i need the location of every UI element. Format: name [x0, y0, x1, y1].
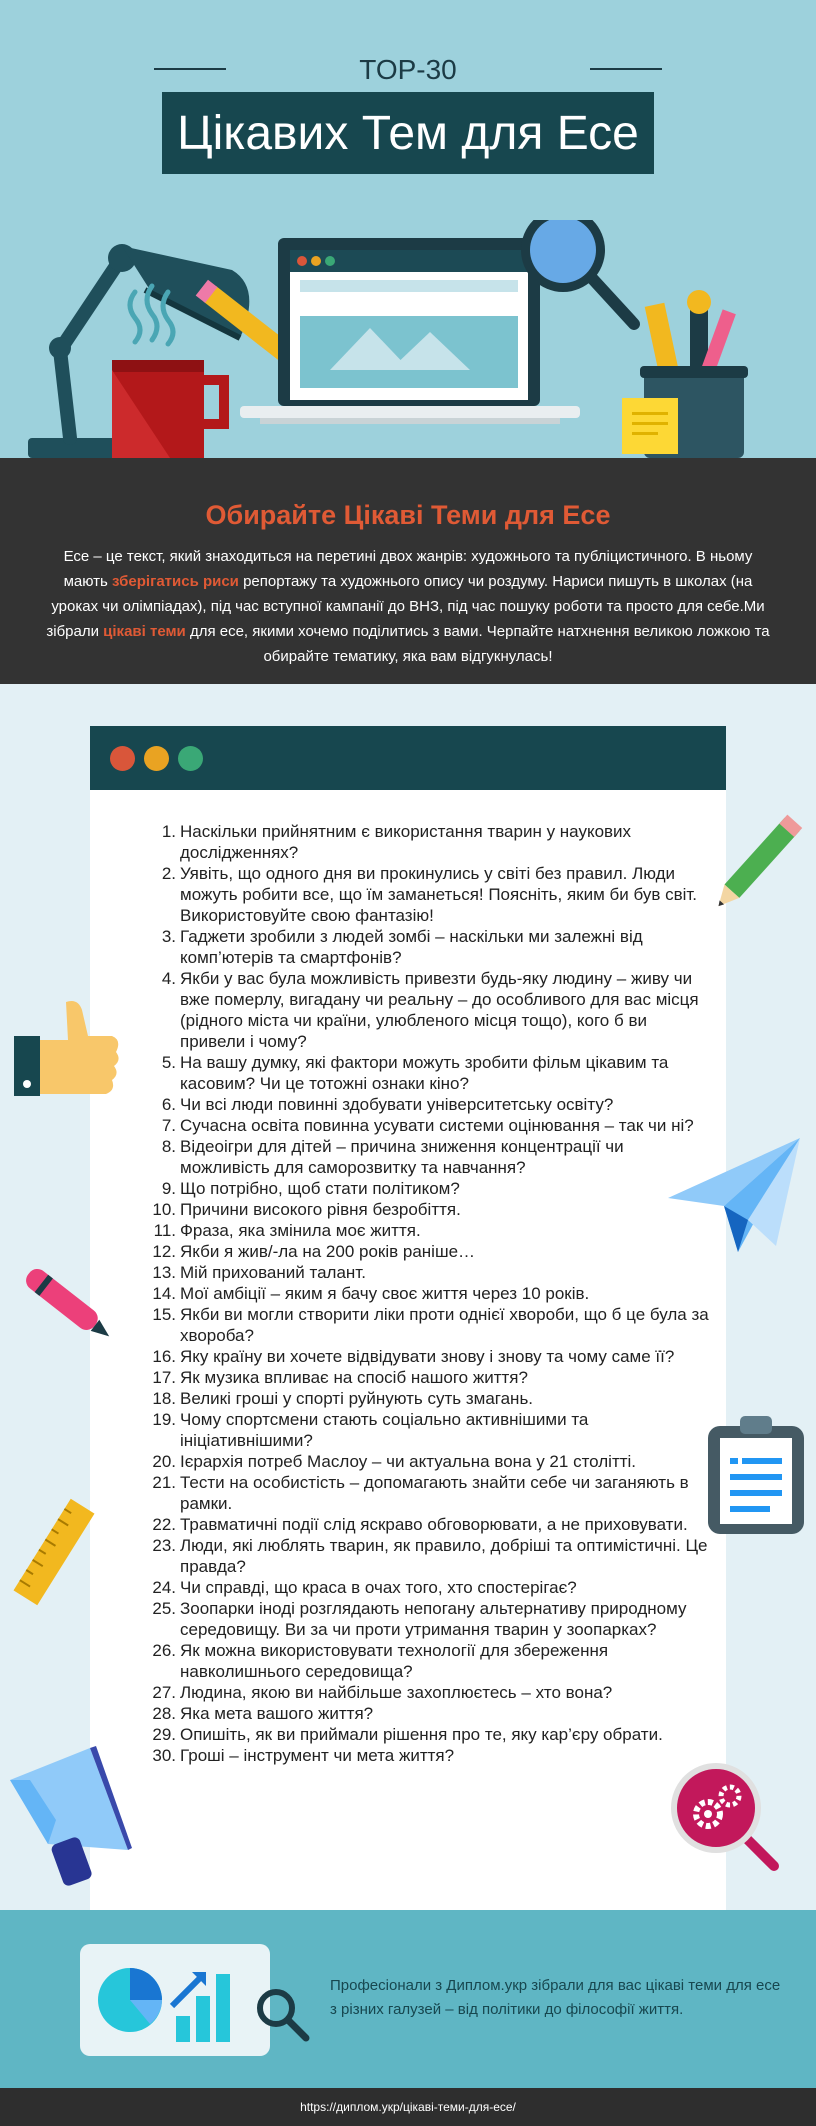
topic-item [142, 1724, 712, 1745]
topic-number: 10. [152, 1200, 176, 1219]
topic-text: На вашу думку, які фактори можуть зробити фільм цікавим та касовим? Чи це тотожні ознаки кіно? [180, 1053, 669, 1093]
topic-number: 3. [161, 927, 176, 946]
topic-text: Зоопарки іноді розглядають непогану альтернативу природному середовищу. Ви за чи проти утримання тварин у зоопарках? [180, 1599, 687, 1639]
megaphone-icon [0, 1740, 136, 1890]
intro-highlight-2: цікаві теми [103, 623, 186, 640]
topic-item [142, 1220, 712, 1241]
topic-number: 13. [152, 1263, 176, 1282]
topic-text: Сучасна освіта повинна усувати системи оцінювання – так чи ні? [180, 1116, 694, 1135]
topic-number: 4. [161, 969, 176, 988]
topic-number: 24. [152, 1578, 176, 1597]
topic-number: 18. [152, 1389, 176, 1408]
topic-item [142, 1535, 712, 1577]
topic-text: Людина, якою ви найбільше захоплюєтесь – хто вона? [180, 1683, 613, 1702]
topic-number: 29. [152, 1725, 176, 1744]
topic-text: Гроші – інструмент чи мета життя? [180, 1746, 455, 1765]
topic-number: 17. [152, 1368, 176, 1387]
topic-number: 1. [161, 822, 176, 841]
footer-text: Професіонали з Диплом.укр зібрали для вас цікаві теми для есе з різних галузей – від політики до філософії життя. [330, 1977, 781, 2018]
topic-item [142, 1598, 712, 1640]
topic-item [142, 1262, 712, 1283]
hero-illustration [0, 220, 816, 458]
thumbs-up-icon [8, 996, 122, 1114]
topic-text: Ієрархія потреб Маслоу – чи актуальна вона у 21 столітті. [180, 1452, 637, 1471]
ruler-icon [6, 1494, 102, 1610]
pink-pen-icon [14, 1250, 124, 1360]
topic-item [142, 1640, 712, 1682]
topic-text: Люди, які люблять тварин, як правило, добріші та оптимістичні. Це правда? [180, 1536, 708, 1576]
topic-number: 8. [161, 1137, 176, 1156]
topic-number: 27. [152, 1683, 176, 1702]
green-dot-icon [178, 746, 203, 771]
topic-item [142, 1472, 712, 1514]
search-icon [254, 1986, 312, 2044]
page-title: Цікавих Тем для Есе [177, 106, 639, 160]
topic-text: Чи справді, що краса в очах того, хто спостерігає? [180, 1578, 577, 1597]
topic-number: 11. [153, 1221, 176, 1240]
topic-text: Мої амбіції – яким я бачу своє життя через 10 років. [180, 1284, 590, 1303]
topic-item [142, 1136, 712, 1178]
topic-item [142, 1745, 712, 1766]
topics-list [142, 821, 712, 1766]
mug-icon [112, 360, 224, 458]
topic-item [142, 1346, 712, 1367]
topic-number: 5. [161, 1053, 176, 1072]
topic-text: Яка мета вашого життя? [180, 1704, 374, 1723]
topic-text: Що потрібно, щоб стати політиком? [180, 1179, 460, 1198]
intro-section [0, 458, 816, 684]
topic-text: Чи всі люди повинні здобувати університетську освіту? [180, 1095, 614, 1114]
topic-item [142, 1703, 712, 1724]
title-banner [162, 92, 654, 174]
topic-text: Фраза, яка змінила моє життя. [180, 1221, 421, 1240]
topic-item [142, 968, 712, 1052]
topic-number: 25. [152, 1599, 176, 1618]
topic-text: Тести на особистість – допомагають знайти себе чи заганяють в рамки. [180, 1473, 689, 1513]
topic-number: 7. [161, 1116, 176, 1135]
topic-item [142, 1199, 712, 1220]
topic-text: Причини високого рівня безробіття. [180, 1200, 461, 1219]
topic-item [142, 1052, 712, 1094]
topic-item [142, 1388, 712, 1409]
topic-text: Уявіть, що одного дня ви прокинулись у світі без правил. Люди можуть робити все, що їм заманеться! Поясніть, яким би був світ. Використовуйте свою фантазію! [180, 864, 698, 925]
topic-item [142, 1367, 712, 1388]
top-label: TOP-30 [359, 54, 457, 85]
topic-item [142, 1304, 712, 1346]
topic-number: 2. [161, 864, 176, 883]
hero-section [0, 0, 816, 458]
clipboard-icon [702, 1412, 812, 1538]
footer-section [0, 1910, 816, 2088]
topic-item [142, 1514, 712, 1535]
topic-text: Якби у вас була можливість привезти будь-яку людину – живу чи вже померлу, вигадану чи реальну – до особливого для вас місця (рідного міста чи країни, улюбленого місця тощо), кого б ви привели і чому? [180, 969, 699, 1051]
topic-number: 12. [152, 1242, 176, 1261]
paper-plane-icon [664, 1134, 804, 1264]
topic-item [142, 1577, 712, 1598]
topic-number: 15. [152, 1305, 176, 1324]
intro-highlight-1: зберігатись риси [112, 573, 239, 590]
topic-item [142, 1094, 712, 1115]
topic-text: Травматичні події слід яскраво обговорювати, а не приховувати. [180, 1515, 688, 1534]
topic-text: Великі гроші у спорті руйнують суть змагань. [180, 1389, 534, 1408]
intro-heading: Обирайте Цікаві Теми для Есе [205, 500, 611, 530]
topic-number: 26. [152, 1641, 176, 1660]
intro-text-2: репортажу та художнього опису чи роздуму. Нариси пишуть в школах (на уроках чи олімпіадах), під час вступної кампанії до ВНЗ, під час пошуку роботи та просто для себе.Ми зібрали [46, 573, 765, 640]
topic-number: 22. [152, 1515, 176, 1534]
topic-number: 6. [161, 1095, 176, 1114]
topic-item [142, 926, 712, 968]
topic-item [142, 863, 712, 926]
topic-item [142, 1283, 712, 1304]
topic-number: 14. [152, 1284, 176, 1303]
topic-text: Мій прихований талант. [180, 1263, 366, 1282]
topic-item [142, 821, 712, 863]
topic-number: 9. [161, 1179, 176, 1198]
pie-chart-icon [98, 1968, 162, 2032]
topic-text: Як можна використовувати технології для збереження навколишнього середовища? [180, 1641, 609, 1681]
settings-gear-icon [670, 1762, 782, 1874]
topic-text: Чому спортсмени стають соціально активнішими та ініціативнішими? [180, 1410, 589, 1450]
intro-text-1: Есе – це текст, який знаходиться на перетині двох жанрів: художнього та публіцистичного. В ньому мають [63, 548, 753, 590]
topic-item [142, 1241, 712, 1262]
topic-number: 23. [152, 1536, 176, 1555]
green-pencil-icon [704, 800, 816, 920]
sticky-note-icon [622, 398, 678, 454]
stats-illustration [80, 1944, 270, 2056]
topic-text: Якби ви могли створити ліки проти однієї хвороби, що б це була за хвороба? [180, 1305, 709, 1345]
bar-chart-icon [172, 1972, 230, 2042]
intro-paragraph [42, 544, 774, 669]
intro-text-3: для есе, якими хочемо поділитись з вами. Черпайте натхнення великою ложкою та обирайте тематику, яка вам відгукнулась! [185, 623, 770, 665]
topic-number: 28. [152, 1704, 176, 1723]
topic-item [142, 1451, 712, 1472]
yellow-dot-icon [144, 746, 169, 771]
topic-number: 20. [152, 1452, 176, 1471]
topic-number: 19. [152, 1410, 176, 1429]
topic-number: 21. [152, 1473, 176, 1492]
topic-number: 30. [152, 1746, 176, 1765]
topic-number: 16. [152, 1347, 176, 1366]
source-url[interactable]: https://диплом.укр/цікаві-теми-для-есе/ [0, 2088, 816, 2126]
topics-card [90, 726, 726, 1910]
red-dot-icon [110, 746, 135, 771]
topic-text: Як музика впливає на спосіб нашого життя? [180, 1368, 528, 1387]
topic-text: Відеоігри для дітей – причина зниження концентрації чи можливість для саморозвитку та навчання? [180, 1137, 624, 1177]
topic-text: Гаджети зробили з людей зомбі – наскільки ми залежні від комп’ютерів та смартфонів? [180, 927, 643, 967]
topic-text: Опишіть, як ви приймали рішення про те, яку кар’єру обрати. [180, 1725, 663, 1744]
card-header [90, 726, 726, 790]
topic-text: Наскільки прийнятним є використання тварин у наукових дослідженнях? [180, 822, 632, 862]
topic-text: Яку країну ви хочете відвідувати знову і знову та чому саме її? [180, 1347, 675, 1366]
topic-item [142, 1178, 712, 1199]
topic-item [142, 1682, 712, 1703]
topic-item [142, 1409, 712, 1451]
topic-item [142, 1115, 712, 1136]
topic-text: Якби я жив/-ла на 200 років раніше… [180, 1242, 476, 1261]
